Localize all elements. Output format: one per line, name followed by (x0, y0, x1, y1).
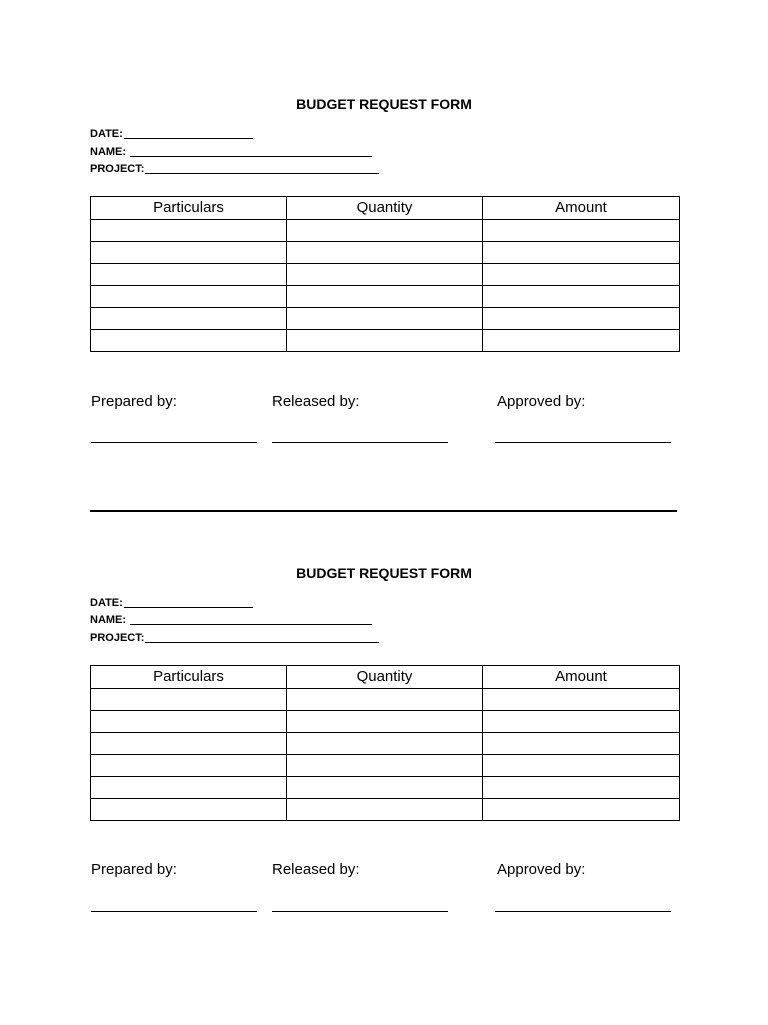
name-label: NAME: (90, 146, 127, 158)
table-row (91, 689, 680, 711)
table-row (91, 799, 680, 821)
quantity-header: Quantity (287, 197, 483, 220)
project-field (90, 162, 379, 176)
released-by-label: Released by: (272, 393, 360, 410)
particulars-cell[interactable] (91, 711, 287, 733)
approved-by-signature-line[interactable] (495, 911, 671, 912)
amount-cell[interactable] (483, 689, 680, 711)
quantity-cell[interactable] (287, 308, 483, 330)
particulars-cell[interactable] (91, 308, 287, 330)
amount-header: Amount (483, 197, 680, 220)
budget-request-form-2 (0, 565, 768, 1025)
table-row (91, 777, 680, 799)
released-by-signature-line[interactable] (272, 442, 448, 443)
amount-cell[interactable] (483, 711, 680, 733)
quantity-cell[interactable] (287, 689, 483, 711)
released-by-signature-line[interactable] (272, 911, 448, 912)
particulars-cell[interactable] (91, 755, 287, 777)
amount-cell[interactable] (483, 286, 680, 308)
form-title: BUDGET REQUEST FORM (296, 96, 472, 112)
amount-cell[interactable] (483, 264, 680, 286)
particulars-cell[interactable] (91, 220, 287, 242)
table-row (91, 286, 680, 308)
particulars-cell[interactable] (91, 777, 287, 799)
particulars-cell[interactable] (91, 286, 287, 308)
date-input-line[interactable] (124, 595, 253, 608)
form-title: BUDGET REQUEST FORM (296, 565, 472, 581)
quantity-cell[interactable] (287, 755, 483, 777)
table-row (91, 733, 680, 755)
particulars-cell[interactable] (91, 799, 287, 821)
table-row (91, 755, 680, 777)
particulars-cell[interactable] (91, 264, 287, 286)
table-row (91, 220, 680, 242)
prepared-by-label: Prepared by: (91, 393, 177, 410)
quantity-cell[interactable] (287, 330, 483, 352)
budget-table (90, 665, 680, 821)
name-label: NAME: (90, 614, 127, 626)
amount-cell[interactable] (483, 799, 680, 821)
quantity-cell[interactable] (287, 711, 483, 733)
quantity-header: Quantity (287, 666, 483, 689)
prepared-by-label: Prepared by: (91, 861, 177, 878)
project-input-line[interactable] (145, 630, 379, 643)
quantity-cell[interactable] (287, 264, 483, 286)
project-label: PROJECT: (90, 163, 145, 175)
table-row (91, 711, 680, 733)
quantity-cell[interactable] (287, 733, 483, 755)
budget-request-form-1 (0, 96, 768, 556)
date-input-line[interactable] (124, 126, 253, 139)
table-header-row (91, 666, 680, 689)
date-field (90, 596, 253, 610)
cut-line-divider (90, 510, 677, 512)
name-input-line[interactable] (130, 144, 372, 157)
particulars-cell[interactable] (91, 689, 287, 711)
released-by-label: Released by: (272, 861, 360, 878)
amount-cell[interactable] (483, 220, 680, 242)
quantity-cell[interactable] (287, 220, 483, 242)
table-row (91, 242, 680, 264)
prepared-by-signature-line[interactable] (91, 442, 257, 443)
project-input-line[interactable] (145, 161, 379, 174)
table-row (91, 308, 680, 330)
table-row (91, 264, 680, 286)
table-row (91, 330, 680, 352)
particulars-cell[interactable] (91, 330, 287, 352)
prepared-by-signature-line[interactable] (91, 911, 257, 912)
approved-by-label: Approved by: (497, 861, 586, 878)
amount-header: Amount (483, 666, 680, 689)
project-label: PROJECT: (90, 632, 145, 644)
quantity-cell[interactable] (287, 286, 483, 308)
quantity-cell[interactable] (287, 242, 483, 264)
amount-cell[interactable] (483, 242, 680, 264)
particulars-header: Particulars (91, 197, 287, 220)
project-field (90, 631, 379, 645)
particulars-cell[interactable] (91, 733, 287, 755)
budget-table (90, 196, 680, 352)
particulars-cell[interactable] (91, 242, 287, 264)
approved-by-signature-line[interactable] (495, 442, 671, 443)
table-header-row (91, 197, 680, 220)
quantity-cell[interactable] (287, 799, 483, 821)
amount-cell[interactable] (483, 330, 680, 352)
name-field (90, 145, 372, 159)
date-field (90, 127, 253, 141)
amount-cell[interactable] (483, 777, 680, 799)
approved-by-label: Approved by: (497, 393, 586, 410)
amount-cell[interactable] (483, 755, 680, 777)
particulars-header: Particulars (91, 666, 287, 689)
name-field (90, 613, 372, 627)
amount-cell[interactable] (483, 308, 680, 330)
quantity-cell[interactable] (287, 777, 483, 799)
date-label: DATE: (90, 128, 123, 140)
date-label: DATE: (90, 597, 123, 609)
name-input-line[interactable] (130, 612, 372, 625)
amount-cell[interactable] (483, 733, 680, 755)
